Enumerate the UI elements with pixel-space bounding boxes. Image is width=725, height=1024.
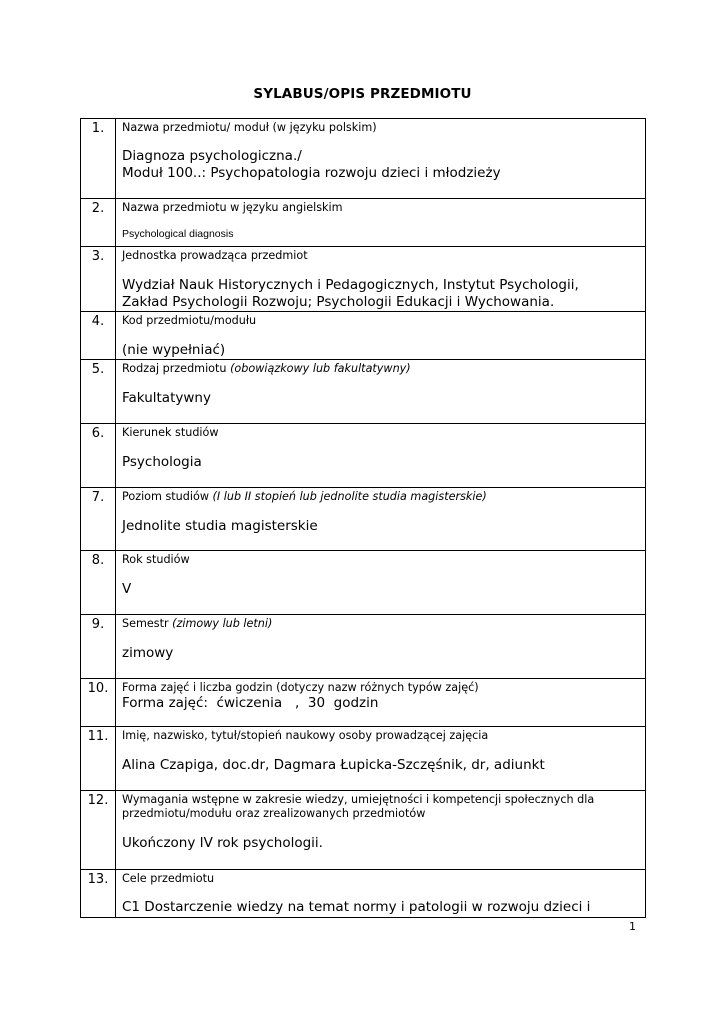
table-row xyxy=(81,727,646,791)
row-content xyxy=(116,360,646,424)
table-row xyxy=(81,360,646,424)
row-number: 8. xyxy=(81,551,116,615)
row-content xyxy=(116,551,646,615)
field-value: Jednolite studia magisterskie xyxy=(122,518,318,534)
table-row xyxy=(81,791,646,870)
page-number: 1 xyxy=(629,920,636,933)
row-number: 7. xyxy=(81,488,116,551)
field-label: Semestr (zimowy lub letni) xyxy=(122,617,273,630)
table-row xyxy=(81,615,646,679)
field-value: Psychologia xyxy=(122,454,202,470)
document-title: SYLABUS/OPIS PRZEDMIOTU xyxy=(253,86,472,102)
syllabus-table xyxy=(80,118,646,918)
field-label: Imię, nazwisko, tytuł/stopień naukowy osoby prowadzącej zajęcia xyxy=(122,729,489,742)
table-row xyxy=(81,199,646,247)
field-value: Wydział Nauk Historycznych i Pedagogicznych, Instytut Psychologii, xyxy=(122,277,579,293)
field-value: C1 Dostarczenie wiedzy na temat normy i patologii w rozwoju dzieci i xyxy=(122,899,591,915)
row-number: 5. xyxy=(81,360,116,424)
row-number: 2. xyxy=(81,199,116,247)
field-value: zimowy xyxy=(122,645,174,661)
row-number: 12. xyxy=(81,791,116,870)
field-value: Moduł 100..: Psychopatologia rozwoju dzieci i młodzieży xyxy=(122,165,501,181)
field-label: Jednostka prowadząca przedmiot xyxy=(122,249,308,262)
row-content xyxy=(116,791,646,870)
row-number: 9. xyxy=(81,615,116,679)
field-value: (nie wypełniać) xyxy=(122,342,226,358)
field-value: Fakultatywny xyxy=(122,390,211,406)
field-label: Nazwa przedmiotu w języku angielskim xyxy=(122,201,343,214)
row-number: 1. xyxy=(81,119,116,199)
row-number: 4. xyxy=(81,312,116,360)
field-label: Wymagania wstępne w zakresie wiedzy, umiejętności i kompetencji społecznych dla xyxy=(122,793,595,806)
row-content xyxy=(116,424,646,488)
table-row xyxy=(81,119,646,199)
field-label: Nazwa przedmiotu/ moduł (w języku polskim) xyxy=(122,121,377,134)
row-content xyxy=(116,199,646,247)
row-number: 6. xyxy=(81,424,116,488)
field-value: V xyxy=(122,581,132,597)
row-number: 13. xyxy=(81,870,116,918)
table-row xyxy=(81,679,646,727)
table-row xyxy=(81,488,646,551)
field-label: Poziom studiów (I lub II stopień lub jednolite studia magisterskie) xyxy=(122,490,487,503)
row-number: 3. xyxy=(81,247,116,312)
field-label: przedmiotu/modułu oraz zrealizowanych przedmiotów xyxy=(122,807,426,820)
field-value: Alina Czapiga, doc.dr, Dagmara Łupicka-Szczęśnik, dr, adiunkt xyxy=(122,757,545,773)
row-content xyxy=(116,488,646,551)
table-row xyxy=(81,870,646,918)
row-content xyxy=(116,727,646,791)
row-content xyxy=(116,312,646,360)
field-label: Kod przedmiotu/modułu xyxy=(122,314,257,327)
field-value: Zakład Psychologii Rozwoju; Psychologii Edukacji i Wychowania. xyxy=(122,294,555,310)
row-content xyxy=(116,119,646,199)
row-content xyxy=(116,247,646,312)
row-content xyxy=(116,615,646,679)
row-content xyxy=(116,679,646,727)
table-row xyxy=(81,551,646,615)
field-label: Rok studiów xyxy=(122,553,190,566)
field-value: Forma zajęć: ćwiczenia , 30 godzin xyxy=(122,695,379,711)
table-row xyxy=(81,424,646,488)
field-label: Rodzaj przedmiotu (obowiązkowy lub fakultatywny) xyxy=(122,362,411,375)
table-row xyxy=(81,247,646,312)
field-label: Forma zajęć i liczba godzin (dotyczy nazw różnych typów zajęć) xyxy=(122,681,479,694)
table-row xyxy=(81,312,646,360)
field-label: Cele przedmiotu xyxy=(122,872,215,885)
row-number: 11. xyxy=(81,727,116,791)
field-value: Diagnoza psychologiczna./ xyxy=(122,148,302,164)
field-value: Psychological diagnosis xyxy=(122,228,234,240)
field-label: Kierunek studiów xyxy=(122,426,219,439)
row-number: 10. xyxy=(81,679,116,727)
row-content xyxy=(116,870,646,918)
field-value: Ukończony IV rok psychologii. xyxy=(122,835,323,851)
